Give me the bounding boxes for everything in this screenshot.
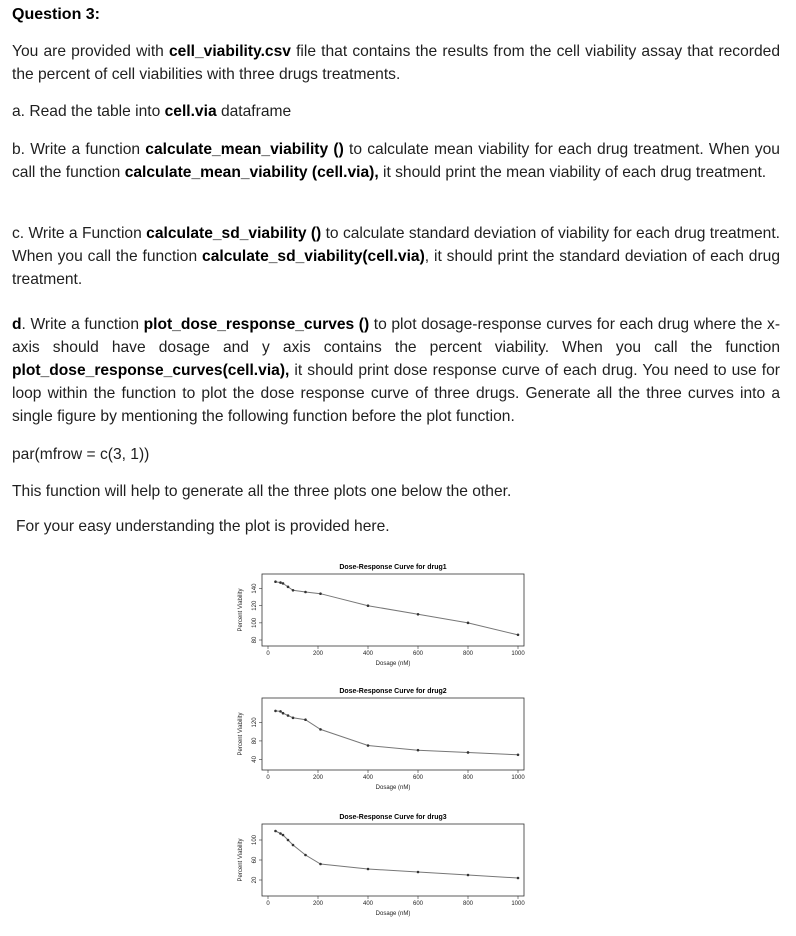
data-point [517,753,520,756]
helper-text: This function will help to generate all the three plots one below the other. [12,483,512,500]
x-axis-label: Dosage (nM) [375,785,411,791]
data-point [304,591,307,594]
data-point [279,581,282,584]
data-point [367,868,370,871]
x-tick-label: 600 [412,775,424,781]
x-tick-label: 200 [312,901,324,907]
data-point [274,710,277,713]
chart-title: Dose-Response Curve for drug3 [339,814,447,821]
part-a-paragraph: a. Read the table into cell.via dataframe [12,103,292,120]
data-point [292,717,295,720]
data-point [304,854,307,857]
data-point [467,751,470,754]
data-point [517,634,520,637]
data-point [304,718,307,721]
series-line [276,831,519,878]
data-point [282,582,285,585]
dose-response-plot-drug3 [228,810,558,936]
x-tick-label: 0 [266,775,270,781]
data-point [367,744,370,747]
data-point [467,622,470,625]
data-point [279,710,282,713]
data-point [417,871,420,874]
y-axis-label: Percent Viability [238,712,244,756]
y-tick-label: 60 [252,856,258,864]
x-tick-label: 400 [362,775,374,781]
plot-frame [262,698,524,770]
x-tick-label: 1000 [511,775,525,781]
chart-title: Dose-Response Curve for drug2 [339,688,447,695]
y-tick-label: 20 [252,876,258,884]
data-point [287,586,290,589]
x-axis-label: Dosage (nM) [375,911,411,917]
data-point [319,592,322,595]
plot-intro-text: For your easy understanding the plot is provided here. [16,518,390,535]
data-point [319,863,322,866]
plot-svg [228,560,558,686]
x-tick-label: 200 [312,775,324,781]
y-tick-label: 120 [252,717,258,728]
part-b-paragraph: b. Write a function calculate_mean_viability () to calculate mean viability for each drug treatment. When you call the function calculate_mean_viability (cell.via), it should print the mean viability of each drug treatment. [12,141,780,181]
x-tick-label: 400 [362,651,374,657]
y-tick-label: 80 [252,636,258,644]
data-point [287,839,290,842]
x-tick-label: 400 [362,901,374,907]
series-line [276,582,519,635]
y-tick-label: 100 [252,617,258,628]
x-tick-label: 0 [266,651,270,657]
x-tick-label: 800 [462,651,474,657]
y-tick-label: 100 [252,834,258,846]
code-line: par(mfrow = c(3, 1)) [12,446,150,463]
plot-frame [262,824,524,896]
data-point [417,613,420,616]
x-tick-label: 200 [312,651,324,657]
x-tick-label: 0 [266,901,270,907]
part-c-paragraph: c. Write a Function calculate_sd_viability () to calculate standard deviation of viability for each drug treatment. When you call the function calculate_sd_viability(cell.via), it should print the standard deviation of each drug treatment. [12,225,780,288]
y-tick-label: 120 [252,600,258,611]
x-tick-label: 600 [412,901,424,907]
data-point [292,844,295,847]
x-tick-label: 1000 [511,651,525,657]
x-axis-label: Dosage (nM) [375,661,411,667]
data-point [367,604,370,607]
data-point [292,589,295,592]
x-tick-label: 800 [462,901,474,907]
data-point [319,728,322,731]
x-tick-label: 1000 [511,901,525,907]
y-tick-label: 40 [252,756,258,763]
series-line [276,711,519,755]
data-point [279,832,282,835]
part-d-paragraph: d. Write a function plot_dose_response_curves () to plot dosage-response curves for each drug where the x-axis should have dosage and y axis contains the percent viability. When you call the function plot_dose_response_curves(cell.via), it should print dose response curve of each drug. You need to use for loop within the function to plot the dose response curve of three drugs. Generate all the three curves into a single figure by mentioning the following function before the plot function. [12,316,781,425]
data-point [282,834,285,837]
data-point [517,877,520,880]
y-axis-label: Percent Viability [238,838,244,882]
dose-response-plot-drug2 [228,684,558,810]
data-point [274,580,277,583]
data-point [467,874,470,877]
data-point [274,830,277,833]
y-tick-label: 140 [252,583,258,594]
chart-title: Dose-Response Curve for drug1 [339,564,447,571]
y-axis-label: Percent Viability [238,588,244,632]
data-point [417,749,420,752]
intro-paragraph: You are provided with cell_viability.csv file that contains the results from the cell viability assay that recorded the percent of cell viabilities with three drugs treatments. [12,43,780,83]
data-point [282,712,285,715]
dose-response-plot-drug1 [228,560,558,686]
question-heading: Question 3: [12,6,101,23]
y-tick-label: 80 [252,737,258,745]
data-point [287,714,290,717]
plot-svg [228,810,558,936]
plot-svg [228,684,558,810]
x-tick-label: 600 [412,651,424,657]
x-tick-label: 800 [462,775,474,781]
